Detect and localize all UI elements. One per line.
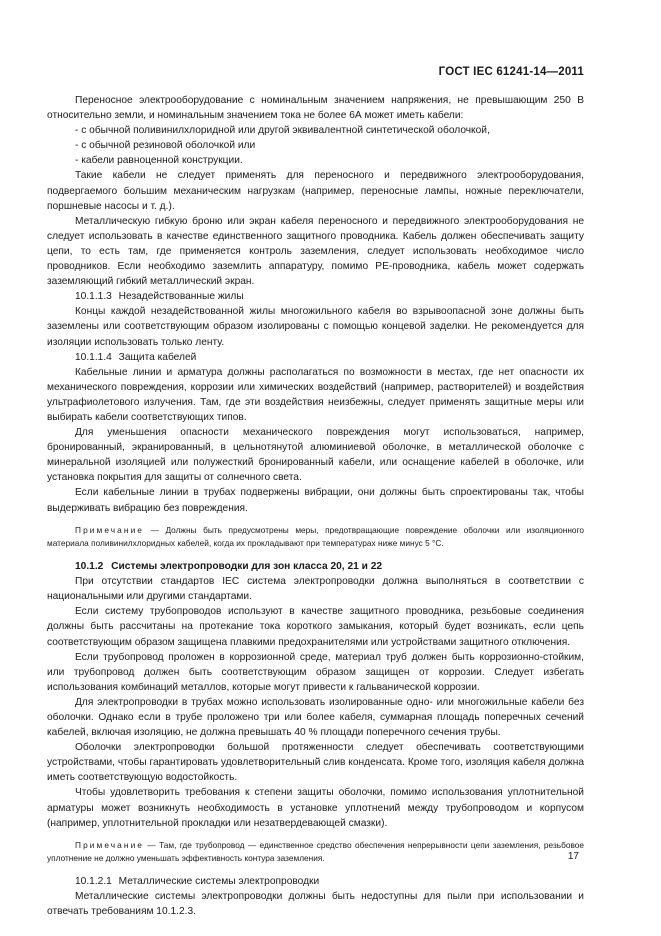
section-number: 10.1.1.4 — [75, 351, 112, 363]
paragraph: Оболочки электропроводки большой протяженности следует обеспечивать соответствующими устройствами, чтобы гарантировать удовлетворительный слив конденсата. Кроме того, изоляция кабеля должна иметь соответствующую водостойкость. — [47, 742, 584, 784]
section-number: 10.1.2 — [75, 561, 104, 573]
paragraph: Если кабельные линии в трубах подвержены вибрации, они должны быть спроектированы так, чтобы выдерживать вибрацию без повреждения. — [47, 487, 584, 514]
list-item: - с обычной поливинилхлоридной или другой эквивалентной синтетической оболочкой, — [75, 125, 490, 137]
paragraph: При отсутствии стандартов IEC система электропроводки должна выполняться в соответствии с национальными или другими стандартами. — [47, 576, 584, 603]
paragraph: Кабельные линии и арматура должны располагаться по возможности в местах, где нет опасности их механического повреждения, коррозии или химических воздействий (например, растворителей) и воздействия ультрафиолетового излучения. Там, где эти воздействия неизбежны, следует применять защитные меры или выбирать кабели соответствующих типов. — [47, 366, 584, 423]
section-title: Металлические системы электропроводки — [118, 876, 320, 888]
paragraph: Чтобы удовлетворить требования к степени защиты оболочки, помимо использования уплотнительной арматуры может возникнуть необходимость в установке уплотнений между трубопроводом и корпусом (например, уплотнительной прокладки или незатвердевающей смазки). — [47, 787, 584, 829]
paragraph: Если систему трубопроводов используют в качестве защитного проводника, резьбовые соединения должны быть рассчитаны на протекание тока короткого замыкания, который будет возникать, если цепь соответствующим образом защищена плавкими предохранителями или устройствами защитного отключения. — [47, 606, 584, 648]
section-title: Защита кабелей — [118, 351, 197, 363]
paragraph: Для электропроводки в трубах можно использовать изолированные одно- или многожильные кабели без оболочки. Однако если в трубе проложено три или более кабеля, суммарная площадь поперечных сечений кабелей, включая изоляцию, не должна превышать 40 % площади поперечного сечения трубы. — [47, 696, 584, 739]
section-title: Незадействованные жилы — [118, 291, 244, 303]
section-heading-10-1-1-4 — [47, 350, 584, 365]
paragraph: Переносное электрооборудование с номинальным значением напряжения, не превышающим 250 В относительно земли, и номинальным значением тока не более 6А может иметь кабели: — [47, 95, 584, 122]
paragraph: Металлическую гибкую броню или экран кабеля переносного и передвижного электрооборудования не следует использовать в качестве единственного защитного проводника. Кабель должен обеспечивать защиту цепи, то есть там, где применяется контроль заземления, следует использовать необходимое число проводников. Если необходимо заземлить аппаратуру, помимо PE-проводника, кабель может содержать заземляющий гибкий металлический экран. — [47, 215, 584, 288]
paragraph: Такие кабели не следует применять для переносного и передвижного электрооборудования, подвергаемого большим механическим нагрузкам (например, переносные лампы, ножные переключатели, поршневые насосы и т. д.). — [47, 170, 584, 212]
paragraph: Для уменьшения опасности механического повреждения могут использоваться, например, бронированный, экранированный, в цельнотянутой алюминиевой оболочке, в металлической оболочке с минеральной изоляцией или полужесткий бронированный кабели, или оснащение кабелей в оболочке, или установка покрытия для защиты от солнечного света. — [47, 427, 584, 484]
document-body — [47, 93, 584, 919]
note-label: Примечание — [75, 524, 145, 535]
note-text: — Должны быть предусмотрены меры, предотвращающие повреждение оболочки или изоляционного материала поливинилхлоридных кабелей, когда их прокладывают при температурах ниже минус 5 °С. — [47, 524, 584, 548]
note-label: Примечание — [75, 839, 145, 850]
section-number: 10.1.1.3 — [75, 291, 112, 303]
section-number: 10.1.2.1 — [75, 876, 112, 888]
list-item: - кабели равноценной конструкции. — [75, 155, 243, 167]
paragraph: Концы каждой незадействованной жилы многожильного кабеля во взрывоопасной зоне должны быть заземлены или соответствующим образом изолированы с помощью концевой заделки. Не рекомендуется для изоляции использовать только ленту. — [47, 306, 584, 348]
paragraph: Если трубопровод проложен в коррозионной среде, материал труб должен быть коррозионно-стойким, или трубопровод должен быть соответствующим образом защищен от коррозии. Следует избегать использования комбинаций металлов, которые могут привести к гальванической коррозии. — [47, 651, 584, 693]
note-text: — Там, где трубопровод — единственное средство обеспечения непрерывности цепи заземления, резьбовое уплотнение не должно уменьшать эффективность контура заземления. — [47, 839, 584, 863]
section-title: Системы электропроводки для зон класса 20, 21 и 22 — [111, 561, 383, 573]
section-heading-10-1-1-3 — [47, 289, 584, 304]
list-item: - с обычной резиновой оболочкой или — [75, 140, 256, 152]
note — [47, 524, 584, 550]
section-heading-10-1-2-1 — [47, 874, 584, 889]
document-code: ГОСТ IEC 61241-14—2011 — [438, 66, 584, 78]
page-number: 17 — [567, 851, 579, 862]
note — [47, 839, 584, 865]
paragraph: Металлические системы электропроводки должны быть недоступны для пыли при использовании и отвечать требованиям 10.1.2.3. — [47, 891, 584, 918]
section-heading-10-1-2 — [47, 559, 584, 574]
